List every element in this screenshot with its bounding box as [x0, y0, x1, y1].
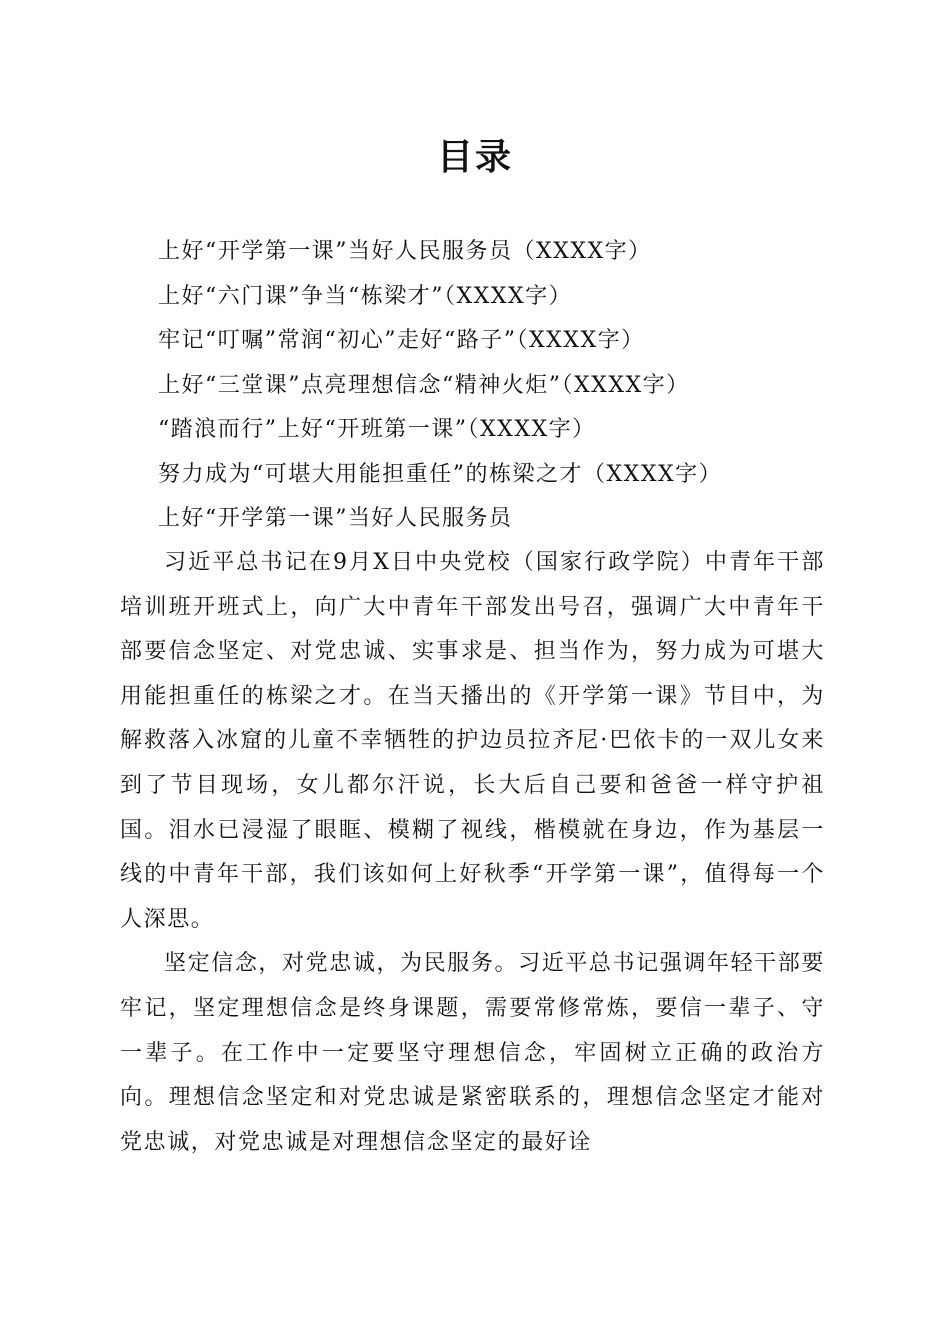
- toc-item: 牢记“叮嘱”常润“初心”走好“路子”（XXXX字）: [158, 328, 645, 353]
- toc-item: 上好“六门课”争当“栋梁才”（XXXX字）: [158, 283, 573, 309]
- table-of-contents: [158, 230, 838, 542]
- toc-item: 努力成为“可堪大用能担重任”的栋梁之才（XXXX字）: [158, 461, 723, 487]
- toc-item: 上好“开学第一课”当好人民服务员: [158, 506, 513, 531]
- body-text: [120, 541, 825, 1165]
- page-title: 目录: [436, 137, 513, 178]
- toc-item: “踏浪而行”上好“开班第一课”（XXXX字）: [158, 417, 596, 442]
- toc-item: 上好“三堂课”点亮理想信念“精神火炬”（XXXX字）: [158, 372, 690, 398]
- body-paragraph: 习近平总书记在9月X日中央党校（国家行政学院）中青年干部培训班开班式上，向广大中青年干部发出号召，强调广大中青年干部要信念坚定、对党忠诚、实事求是、担当作为，努力成为可堪大用能担重任的栋梁之才。在当天播出的《开学第一课》节目中，为解救落入冰窟的儿童不幸牺牲的护边员拉齐尼·巴依卡的一双儿女来到了节目现场，女儿都尔汗说，长大后自己要和爸爸一样守护祖国。泪水已浸湿了眼眶、模糊了视线，楷模就在身边，作为基层一线的中青年干部，我们该如何上好秋季“开学第一课”，值得每一个人深思。: [120, 550, 825, 932]
- toc-item: 上好“开学第一课”当好人民服务员（XXXX字）: [158, 239, 652, 264]
- body-paragraph: 坚定信念，对党忠诚，为民服务。习近平总书记强调年轻干部要牢记，坚定理想信念是终身课题，需要常修常炼，要信一辈子、守一辈子。在工作中一定要坚守理想信念，牢固树立正确的政治方向。理想信念坚定和对党忠诚是紧密联系的，理想信念坚定才能对党忠诚，对党忠诚是对理想信念坚定的最好诠: [120, 951, 825, 1155]
